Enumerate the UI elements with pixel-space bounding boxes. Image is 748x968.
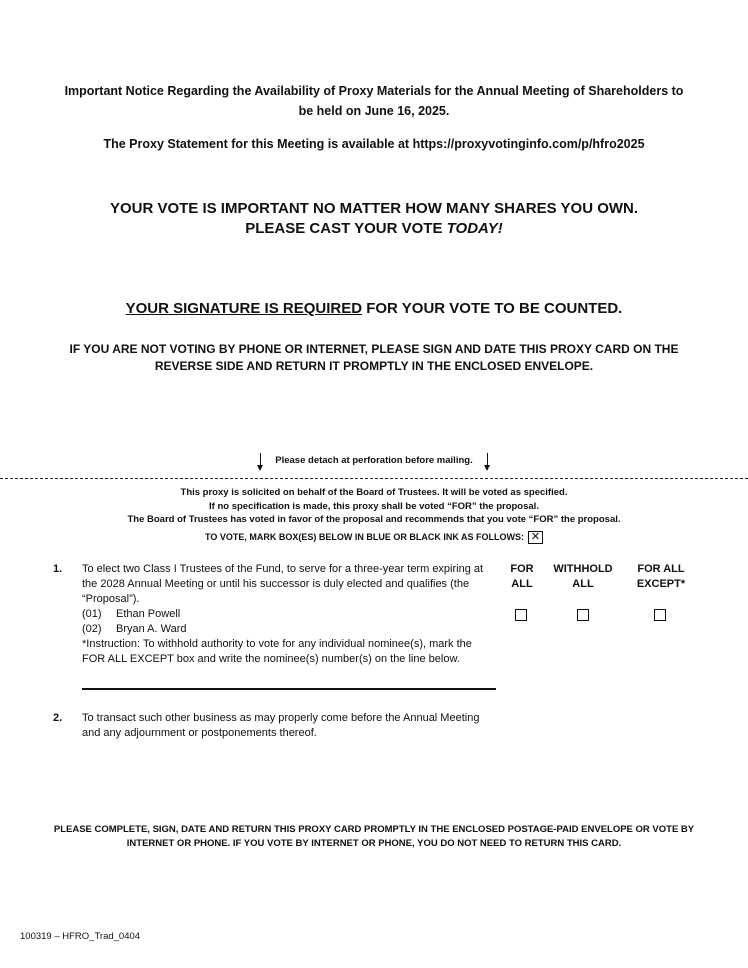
mark-instruction-text: TO VOTE, MARK BOX(ES) BELOW IN BLUE OR BLACK INK AS FOLLOWS: xyxy=(205,531,524,542)
column-header-line: WITHHOLD xyxy=(553,563,613,575)
column-header-line: ALL xyxy=(511,577,533,590)
detach-text: Please detach at perforation before mailing. xyxy=(275,455,473,466)
column-header-for-all-except xyxy=(632,562,690,591)
column-header-line: ALL xyxy=(572,577,594,590)
nominee-name: Ethan Powell xyxy=(116,608,181,620)
down-arrow-head-icon xyxy=(484,465,490,471)
column-header-withhold-all xyxy=(548,562,618,591)
solicit-line-3: The Board of Trustees has voted in favor of the proposal and recommends that you vote “FOR” the proposal. xyxy=(127,514,621,525)
example-x-mark-icon: ✕ xyxy=(528,531,543,544)
signature-required-rest: FOR YOUR VOTE TO BE COUNTED. xyxy=(362,300,623,317)
nominee-number: (02) xyxy=(82,623,102,635)
instruction-line-2: FOR ALL EXCEPT box and write the nominee(s) number(s) on the line below. xyxy=(82,653,460,665)
signature-required-underlined: YOUR SIGNATURE IS REQUIRED xyxy=(125,300,363,317)
solicit-line-2: If no specification is made, this proxy shall be voted “FOR” the proposal. xyxy=(209,500,539,512)
notice-line-2: be held on June 16, 2025. xyxy=(298,104,450,118)
proposal-1-number: 1. xyxy=(53,563,63,575)
form-code: 100319 – HFRO_Trad_0404 xyxy=(20,931,141,942)
not-voting-instruction xyxy=(40,341,708,375)
instruction-line-1: *Instruction: To withhold authority to vote for any individual nominee(s), mark the xyxy=(82,638,472,650)
solicit-line-1: This proxy is solicited on behalf of the Board of Trustees. It will be voted as specified. xyxy=(180,487,568,498)
not-voting-line-1: IF YOU ARE NOT VOTING BY PHONE OR INTERNET, PLEASE SIGN AND DATE THIS PROXY CARD ON THE xyxy=(69,342,679,356)
proxy-statement-link[interactable]: The Proxy Statement for this Meeting is available at https://proxyvotinginfo.com/p/hfro2025 xyxy=(103,137,645,151)
proxy-availability-notice xyxy=(40,81,708,121)
proposal-1-line-2: the 2028 Annual Meeting or until his successor is duly elected and qualifies (the xyxy=(82,578,470,590)
column-header-line: FOR ALL xyxy=(637,563,685,575)
proposal-1-line-1: To elect two Class I Trustees of the Fund, to serve for a three-year term expiring at xyxy=(82,563,484,575)
signature-required-heading xyxy=(40,300,708,317)
proposal-1-text xyxy=(82,562,497,667)
for-all-checkbox[interactable] xyxy=(515,609,527,621)
column-header-for-all xyxy=(503,562,541,591)
proposal-1-line-3: “Proposal”). xyxy=(82,593,140,605)
nominee-item xyxy=(82,607,497,622)
vote-important-line-2 xyxy=(40,219,708,239)
solicitation-statement xyxy=(40,486,708,527)
column-header-line: EXCEPT* xyxy=(636,577,686,590)
for-all-except-checkbox[interactable] xyxy=(654,609,666,621)
notice-line-1: Important Notice Regarding the Availability of Proxy Materials for the Annual Meeting of Shareholders to xyxy=(64,84,684,98)
return-card-instruction xyxy=(40,823,708,851)
nominee-number: (01) xyxy=(82,608,102,620)
vote-important-heading xyxy=(40,199,708,239)
nominee-name: Bryan A. Ward xyxy=(116,623,187,635)
nominee-item xyxy=(82,622,497,637)
proposal-2-line-2: and any adjournment or postponements thereof. xyxy=(82,727,317,739)
cast-vote-text: PLEASE CAST YOUR VOTE xyxy=(245,220,447,237)
mark-instruction xyxy=(40,531,708,544)
today-emphasis: TODAY! xyxy=(446,220,503,237)
column-header-line: FOR xyxy=(510,563,534,575)
withhold-all-checkbox[interactable] xyxy=(577,609,589,621)
nominee-write-in-line[interactable] xyxy=(82,688,496,690)
return-instruction-line-1: PLEASE COMPLETE, SIGN, DATE AND RETURN THIS PROXY CARD PROMPTLY IN THE ENCLOSED POSTAGE-PAID ENVELOPE OR VOTE BY xyxy=(53,824,695,835)
vote-important-line-1: YOUR VOTE IS IMPORTANT NO MATTER HOW MANY SHARES YOU OWN. xyxy=(109,200,639,217)
return-instruction-line-2: INTERNET OR PHONE. IF YOU VOTE BY INTERNET OR PHONE, YOU DO NOT NEED TO RETURN THIS CARD. xyxy=(126,838,622,849)
detach-instruction xyxy=(0,453,748,479)
proposal-2-text xyxy=(82,711,502,741)
not-voting-line-2: REVERSE SIDE AND RETURN IT PROMPTLY IN THE ENCLOSED ENVELOPE. xyxy=(154,359,594,373)
perforation-line xyxy=(0,478,748,479)
proposal-2-number: 2. xyxy=(53,712,63,724)
proposal-2-line-1: To transact such other business as may properly come before the Annual Meeting xyxy=(82,712,480,724)
